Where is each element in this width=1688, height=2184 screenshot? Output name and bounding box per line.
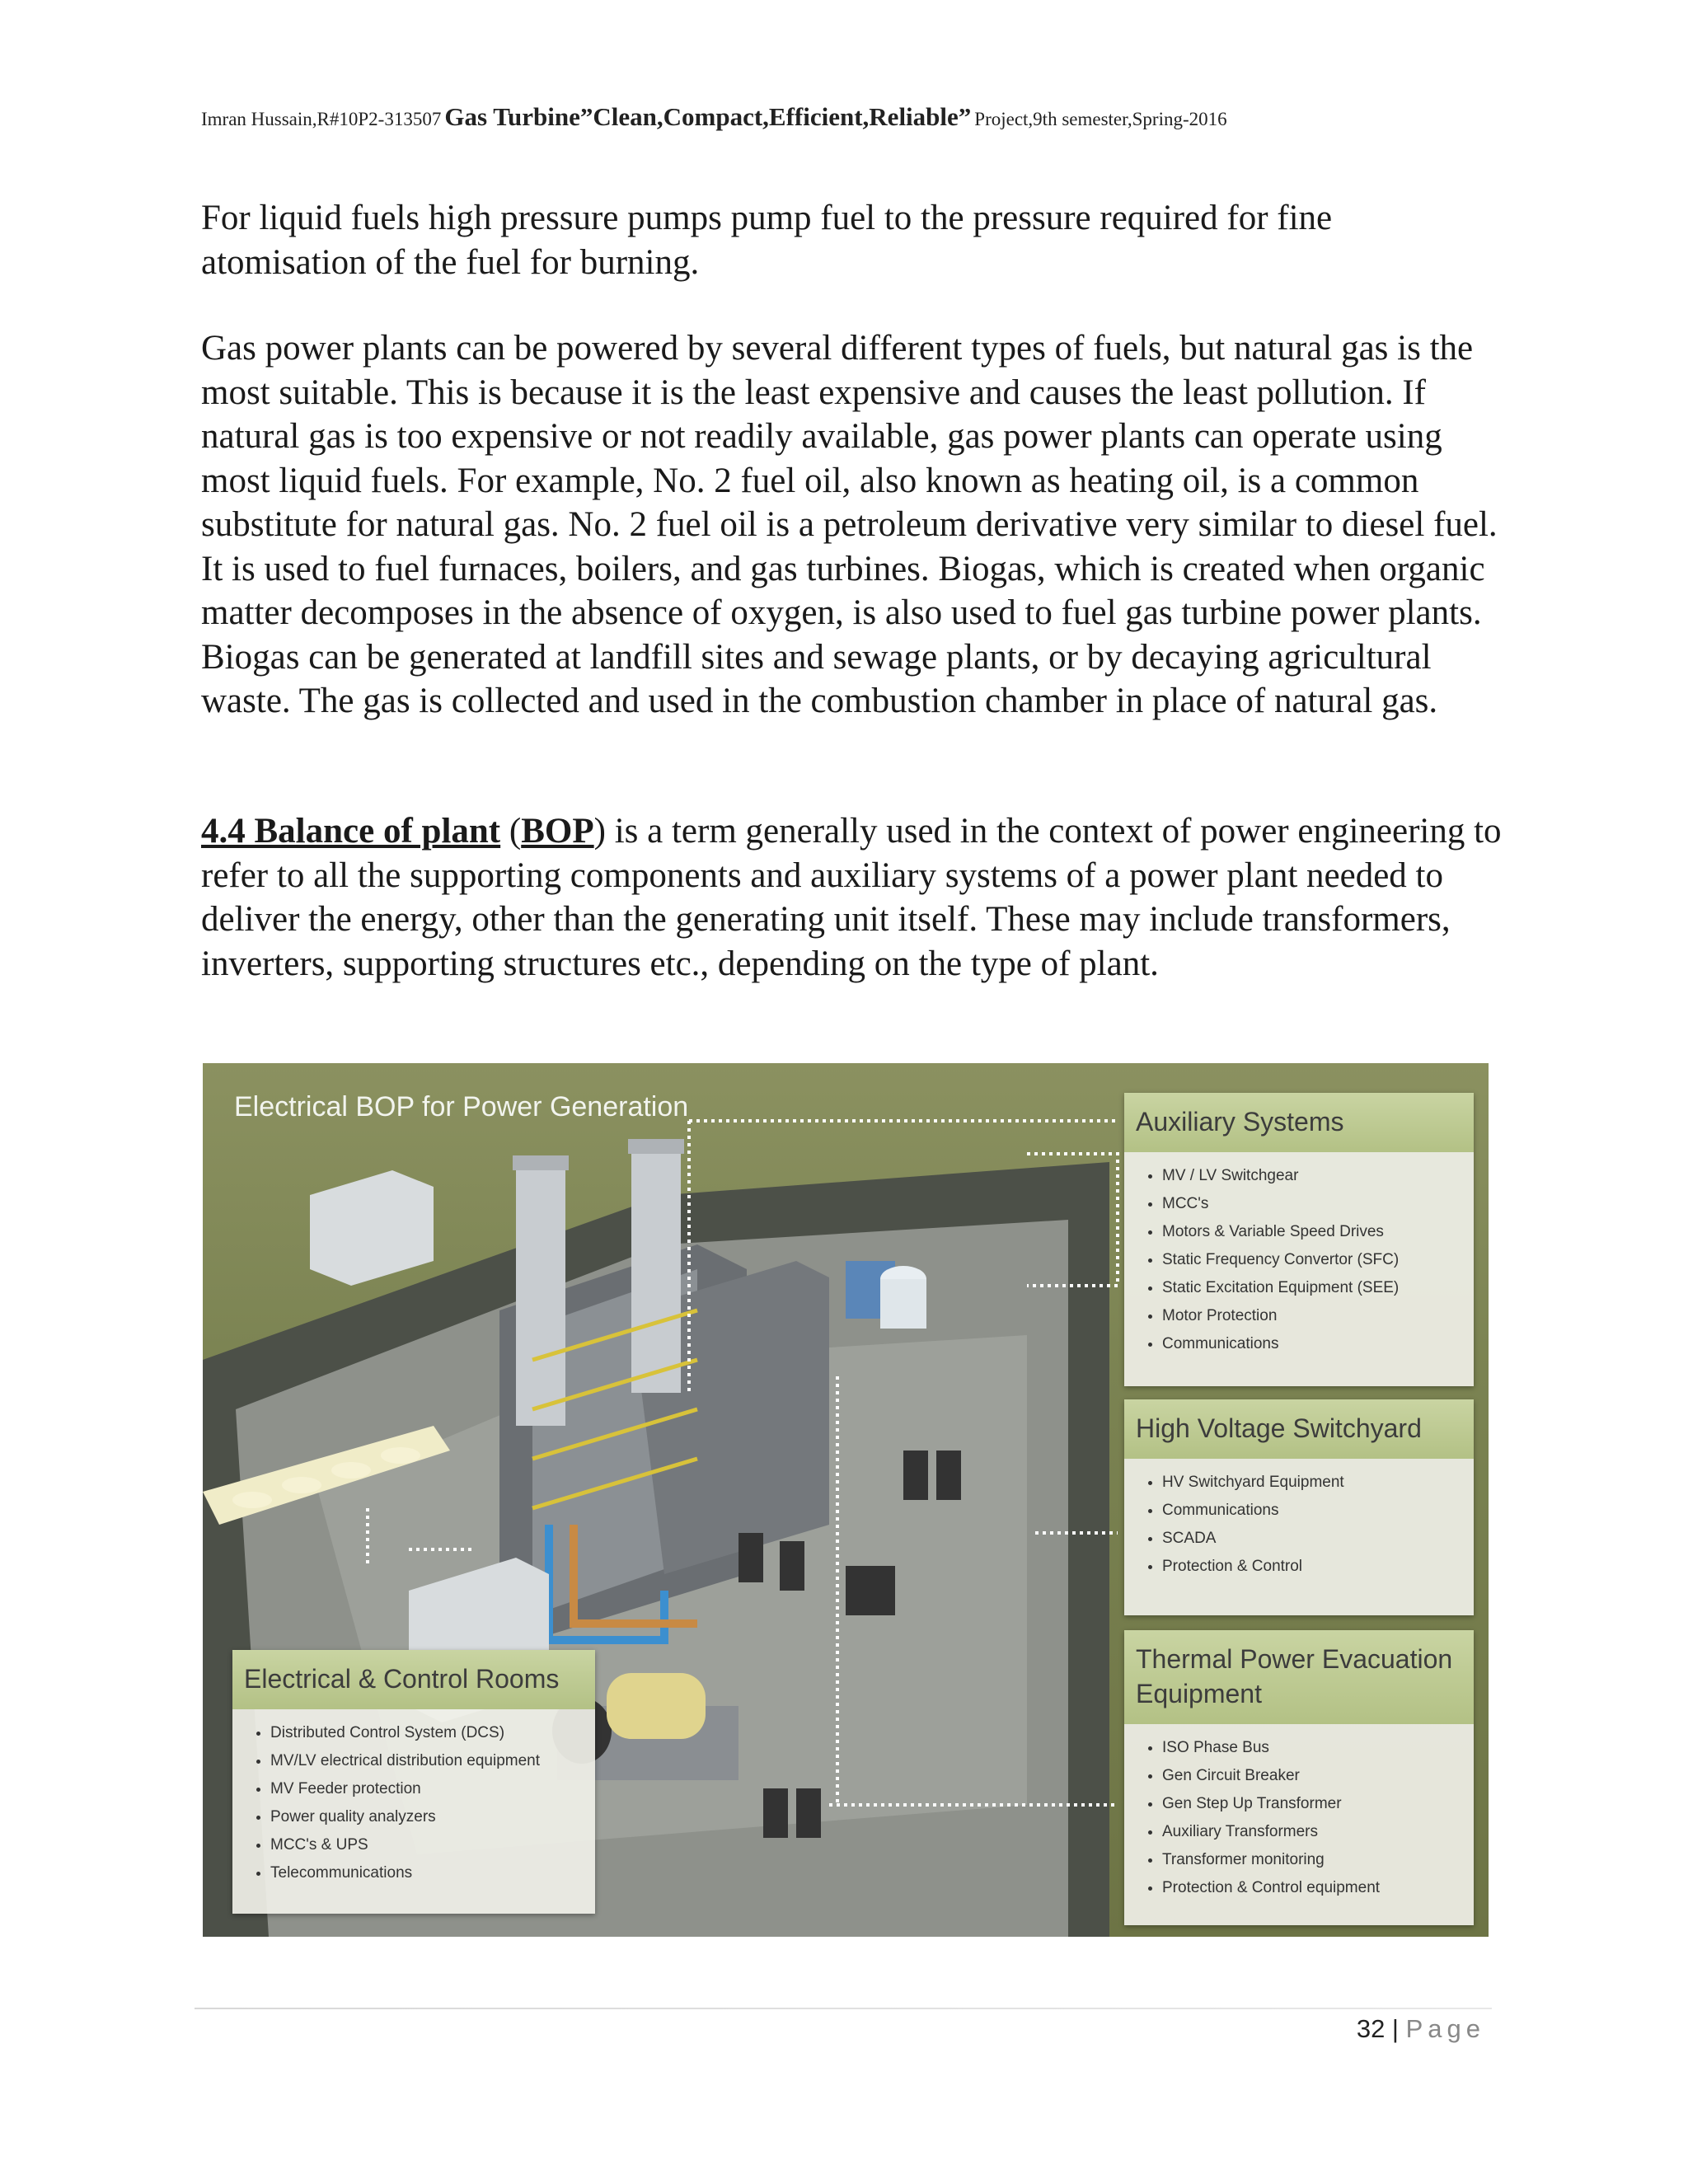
section-abbreviation: BOP — [521, 812, 594, 851]
page-header — [201, 102, 1487, 132]
panel-thermal-power-evacuation — [1124, 1630, 1474, 1925]
list-item: • Motor Protection — [1162, 1302, 1465, 1330]
list-item: • Communications — [1162, 1497, 1465, 1525]
panel-list — [1124, 1152, 1474, 1366]
panel-title: Thermal Power Evacuation Equipment — [1124, 1630, 1474, 1724]
footer-divider — [195, 2008, 1492, 2009]
bop-figure — [203, 1063, 1489, 1937]
list-item: • MCC's & UPS — [270, 1831, 587, 1859]
header-project: Project,9th semester,Spring-2016 — [974, 109, 1227, 129]
page-separator: | — [1385, 2014, 1406, 2043]
panel-electrical-control-rooms — [232, 1650, 595, 1914]
list-item: • Telecommunications — [270, 1859, 587, 1887]
list-item: • Power quality analyzers — [270, 1803, 587, 1831]
list-item: • Gen Circuit Breaker — [1162, 1762, 1465, 1790]
page-label: Page — [1405, 2014, 1485, 2043]
list-item: • MV/LV electrical distribution equipment — [270, 1747, 587, 1775]
list-item: • Transformer monitoring — [1162, 1846, 1465, 1874]
list-item: • MCC's — [1162, 1190, 1465, 1218]
panel-title: Auxiliary Systems — [1124, 1093, 1474, 1152]
panel-title: Electrical & Control Rooms — [232, 1650, 595, 1709]
header-title: Gas Turbine”Clean,Compact,Efficient,Reliable” — [444, 102, 972, 131]
list-item: • Static Frequency Convertor (SFC) — [1162, 1246, 1465, 1274]
page-number: 32 — [1356, 2014, 1386, 2043]
section-title: 4.4 Balance of plant — [201, 812, 501, 851]
panel-list — [1124, 1724, 1474, 1910]
list-item: • HV Switchyard Equipment — [1162, 1469, 1465, 1497]
list-item: • Auxiliary Transformers — [1162, 1818, 1465, 1846]
list-item: • Communications — [1162, 1330, 1465, 1358]
panel-title: High Voltage Switchyard — [1124, 1399, 1474, 1459]
paragraph-liquid-fuels: For liquid fuels high pressure pumps pump fuel to the pressure required for fine atomisation of the fuel for burning. — [201, 199, 1333, 282]
paragraph-balance-of-plant: 4.4 Balance of plant (BOP) is a term generally used in the context of power engineering to refer to all the supporting components and auxiliary systems of a power plant needed to deliver the energy, other than the generating unit itself. These may include transformers, inverters, supporting structures etc., depending on the type of plant. — [201, 812, 1502, 983]
list-item: • MV / LV Switchgear — [1162, 1162, 1465, 1190]
header-author: Imran Hussain,R#10P2-313507 — [201, 109, 442, 129]
paragraph-gas-fuels: Gas power plants can be powered by several different types of fuels, but natural gas is the most suitable. This is because it is the least expensive and causes the least pollution. If natural gas is too expensive or not readily available, gas power plants can operate using most liquid fuels. For example, No. 2 fuel oil, also known as heating oil, is a common substitute for natural gas. No. 2 fuel oil is a petroleum derivative very similar to diesel fuel. It is used to fuel furnaces, boilers, and gas turbines. Biogas, which is created when organic matter decomposes in the absence of oxygen, is also used to fuel gas turbine power plants. Biogas can be generated at landfill sites and sewage plants, or by decaying agricultural waste. The gas is collected and used in the combustion chamber in place of natural gas. — [201, 329, 1498, 720]
list-item: • ISO Phase Bus — [1162, 1734, 1465, 1762]
panel-auxiliary-systems — [1124, 1093, 1474, 1386]
panel-high-voltage-switchyard — [1124, 1399, 1474, 1615]
list-item: • Protection & Control — [1162, 1553, 1465, 1581]
list-item: • Protection & Control equipment — [1162, 1874, 1465, 1902]
list-item: • MV Feeder protection — [270, 1775, 587, 1803]
list-item: • Motors & Variable Speed Drives — [1162, 1218, 1465, 1246]
list-item: • Static Excitation Equipment (SEE) — [1162, 1274, 1465, 1302]
panel-list — [1124, 1459, 1474, 1589]
panel-list — [232, 1709, 595, 1896]
list-item: • Distributed Control System (DCS) — [270, 1719, 587, 1747]
list-item: • Gen Step Up Transformer — [1162, 1790, 1465, 1818]
figure-title: Electrical BOP for Power Generation — [234, 1091, 689, 1122]
list-item: • SCADA — [1162, 1525, 1465, 1553]
page-footer — [1337, 2014, 1485, 2044]
